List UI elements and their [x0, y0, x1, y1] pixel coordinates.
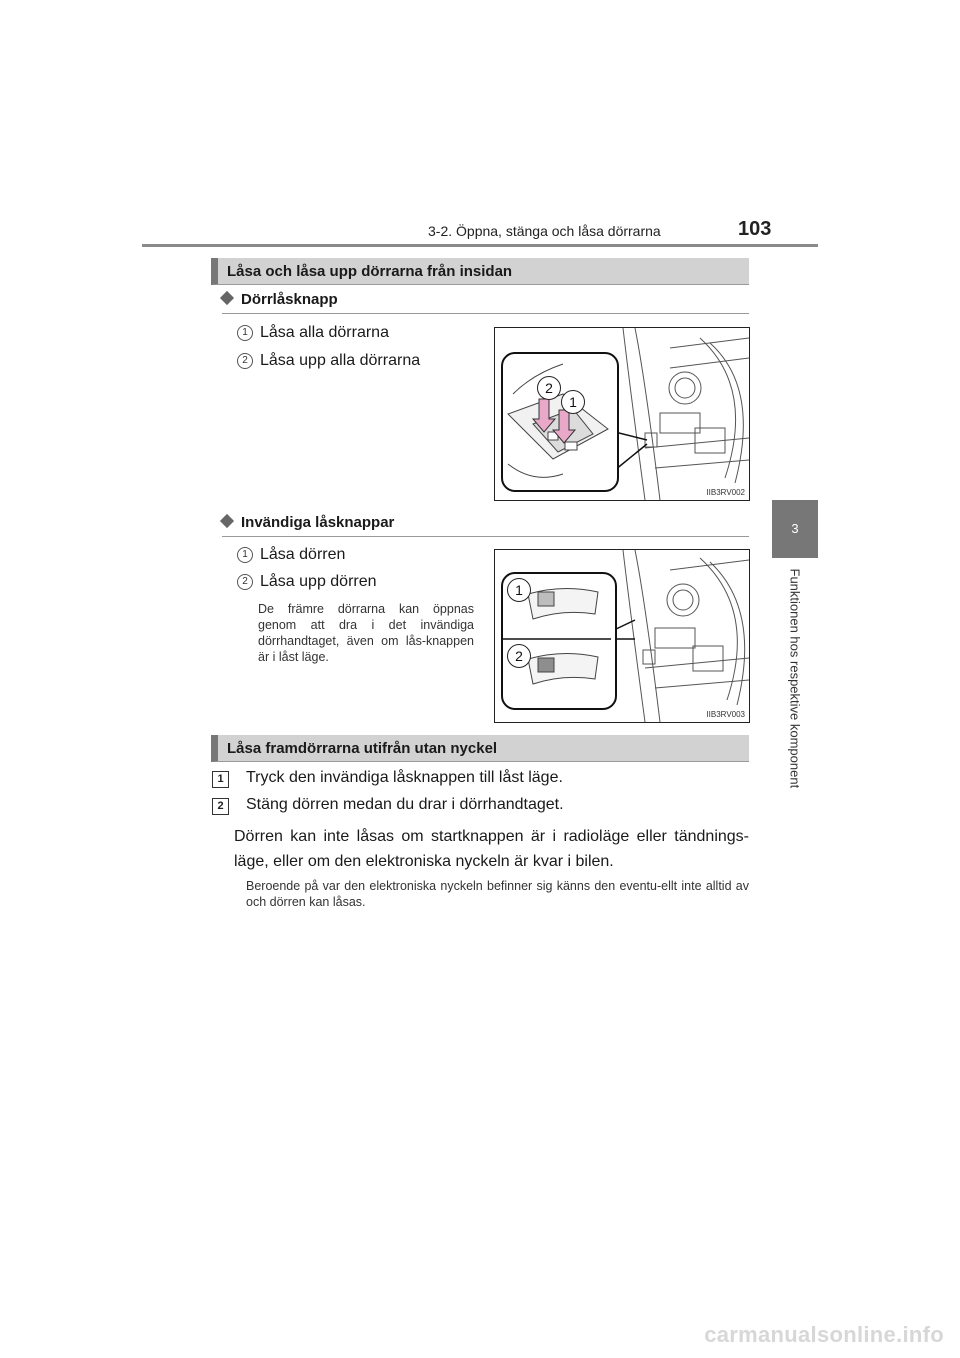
subheading-rule — [222, 313, 749, 314]
figure-callout: 1 — [507, 578, 531, 602]
section-heading-text: Låsa och låsa upp dörrarna från insidan — [227, 263, 513, 280]
item-number-circle: 2 — [237, 353, 253, 369]
figure-code: IIB3RV003 — [706, 710, 745, 719]
page-number: 103 — [738, 218, 772, 240]
diamond-bullet-icon — [220, 291, 234, 305]
section-heading-lock-without-key — [211, 735, 749, 762]
item-number-circle: 1 — [237, 547, 253, 563]
subheading-inside-lock-buttons — [222, 514, 394, 531]
item-text-lock-door: Låsa dörren — [260, 546, 346, 563]
step-number-box: 1 — [212, 771, 229, 788]
paragraph-lock-conditions: Dörren kan inte låsas om startknappen är i radioläge eller tändnings-läge, eller om den elektroniska nyckeln är kvar i bilen. — [234, 828, 749, 870]
note-front-doors: De främre dörrarna kan öppnas genom att dra i det invändiga dörrhandtaget, även om lås-knappen är i låst läge. — [258, 602, 474, 664]
item-number-circle: 2 — [237, 574, 253, 590]
subheading-text: Dörrlåsknapp — [241, 291, 338, 308]
chapter-tab: 3 — [772, 500, 818, 558]
figure-callout: 2 — [537, 376, 561, 400]
item-text-lock-all: Låsa alla dörrarna — [260, 324, 389, 341]
item-text-unlock-door: Låsa upp dörren — [260, 573, 377, 590]
subheading-text: Invändiga låsknappar — [241, 514, 395, 531]
item-text-unlock-all: Låsa upp alla dörrarna — [260, 352, 421, 369]
section-heading-inside-locking — [211, 258, 749, 285]
figure-inset — [501, 572, 617, 710]
step-text-close-door: Stäng dörren medan du drar i dörrhandtaget. — [246, 796, 564, 813]
running-header-section: 3-2. Öppna, stänga och låsa dörrarna — [428, 223, 661, 239]
figure-inset — [501, 352, 619, 492]
watermark-text: carmanualsonline.info — [704, 1322, 944, 1347]
section-heading-text: Låsa framdörrarna utifrån utan nyckel — [227, 740, 498, 757]
header-rule — [142, 244, 818, 247]
figure-code: IIB3RV002 — [706, 488, 745, 497]
item-number-circle: 1 — [237, 325, 253, 341]
subheading-door-lock-switch — [222, 291, 338, 308]
diamond-bullet-icon — [220, 514, 234, 528]
note-electronic-key: Beroende på var den elektroniska nyckeln befinner sig känns den eventu-ellt inte alltid av och dörren kan låsas. — [246, 879, 749, 909]
step-number-box: 2 — [212, 798, 229, 815]
figure-door-lock-switch — [494, 327, 750, 501]
figure-callout: 1 — [561, 390, 585, 414]
figure-inside-lock-buttons — [494, 549, 750, 723]
lock-switch-illustration — [503, 354, 613, 486]
chapter-side-label: Funktionen hos respektive komponent — [787, 568, 803, 789]
step-text-press-lock: Tryck den invändiga låsknappen till låst läge. — [246, 769, 563, 786]
figure-callout: 2 — [507, 644, 531, 668]
subheading-rule — [222, 536, 749, 537]
